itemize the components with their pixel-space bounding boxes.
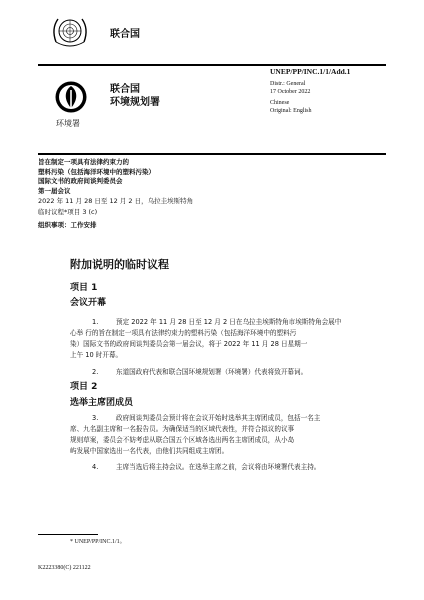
meta-line: Original: English	[270, 107, 312, 114]
footnote-rule	[38, 534, 98, 535]
paragraph-line: 席、九名副主席和一名报告员。为确保适当的区域代表性，并符合拟议的议事	[70, 425, 295, 433]
paragraph-line: 政府间谈判委员会预计将在会议开始时选举其主席团成员，包括一名主	[116, 414, 321, 422]
unep-logo-icon	[54, 80, 88, 114]
footnote: * UNEP/PP/INC.1/1。	[70, 539, 126, 545]
meta-line: Distr.: General	[270, 81, 306, 87]
paragraph	[70, 367, 388, 378]
paragraph-number: 2.	[92, 368, 99, 376]
committee-line: 国际文书的政府间谈判委员会	[38, 177, 123, 186]
header-rule-bottom	[38, 153, 386, 155]
agenda-reference: 临时议程*项目 3 (c)	[38, 208, 98, 216]
committee-line: 旨在制定一项具有法律约束力的	[38, 158, 129, 166]
paragraph-line: 主席当选后将主持会议。在选举主席之前，会议将由环境署代表主持。	[116, 463, 321, 471]
item-heading: 组织事项：工作安排	[38, 221, 97, 229]
committee-block	[38, 158, 155, 196]
paragraph-number: 3.	[92, 414, 99, 422]
session-dates-place: 2022 年 11 月 28 日至 12 月 2 日，乌拉圭埃斯特角	[38, 197, 194, 205]
footer-code: K2223380(C) 221122	[38, 565, 91, 571]
distribution-meta	[270, 81, 312, 115]
paragraph-line: 预定 2022 年 11 月 28 日至 12 月 2 日在乌拉圭埃斯特角市埃斯特角会展中	[116, 318, 342, 326]
unep-logo-caption: 环境署	[56, 119, 80, 128]
paragraph-line: 上午 10 时开幕。	[70, 351, 123, 359]
document-symbol: UNEP/PP/INC.1/1/Add.1	[270, 67, 351, 76]
item-number: 项目 1	[70, 283, 98, 293]
header-rule-top	[38, 64, 386, 66]
paragraph	[70, 317, 388, 361]
un-emblem-icon	[50, 14, 90, 52]
committee-line: 塑料污染（包括海洋环境中的塑料污染）	[38, 167, 155, 176]
item-title: 选举主席团成员	[70, 398, 134, 408]
paragraph-number: 4.	[92, 463, 99, 471]
paragraph	[70, 462, 388, 473]
committee-line: 第一届会议	[38, 186, 71, 195]
paragraph	[70, 413, 388, 457]
item-number: 项目 2	[70, 382, 98, 392]
paragraph-line: 规则草案，委员会不妨考虑从联合国五个区域各选出两名主席团成员，从小岛	[70, 436, 295, 444]
paragraph-line: 东道国政府代表和联合国环境规划署（环境署）代表将致开幕词。	[116, 368, 308, 376]
paragraph-line: 染）国际文书的政府间谈判委员会第一届会议，将于 2022 年 11 月 28 日星期一	[70, 340, 308, 348]
meta-line: 17 October 2022	[270, 88, 311, 95]
un-name: 联合国	[110, 29, 140, 40]
paragraph-number: 1.	[92, 318, 99, 326]
document-title: 附加说明的临时议程	[70, 258, 169, 271]
paragraph-line: 心举 行的旨在制定一项具有法律约束力的塑料污染（包括海洋环境中的塑料污	[70, 329, 297, 337]
unep-name-line1: 联合国	[110, 84, 140, 95]
unep-name-line2: 环境规划署	[110, 97, 160, 108]
meta-line: Chinese	[270, 100, 290, 107]
paragraph-line: 屿发展中国家选出一名代表，由他们共同组成主席团。	[70, 447, 229, 455]
item-title: 会议开幕	[70, 298, 107, 308]
